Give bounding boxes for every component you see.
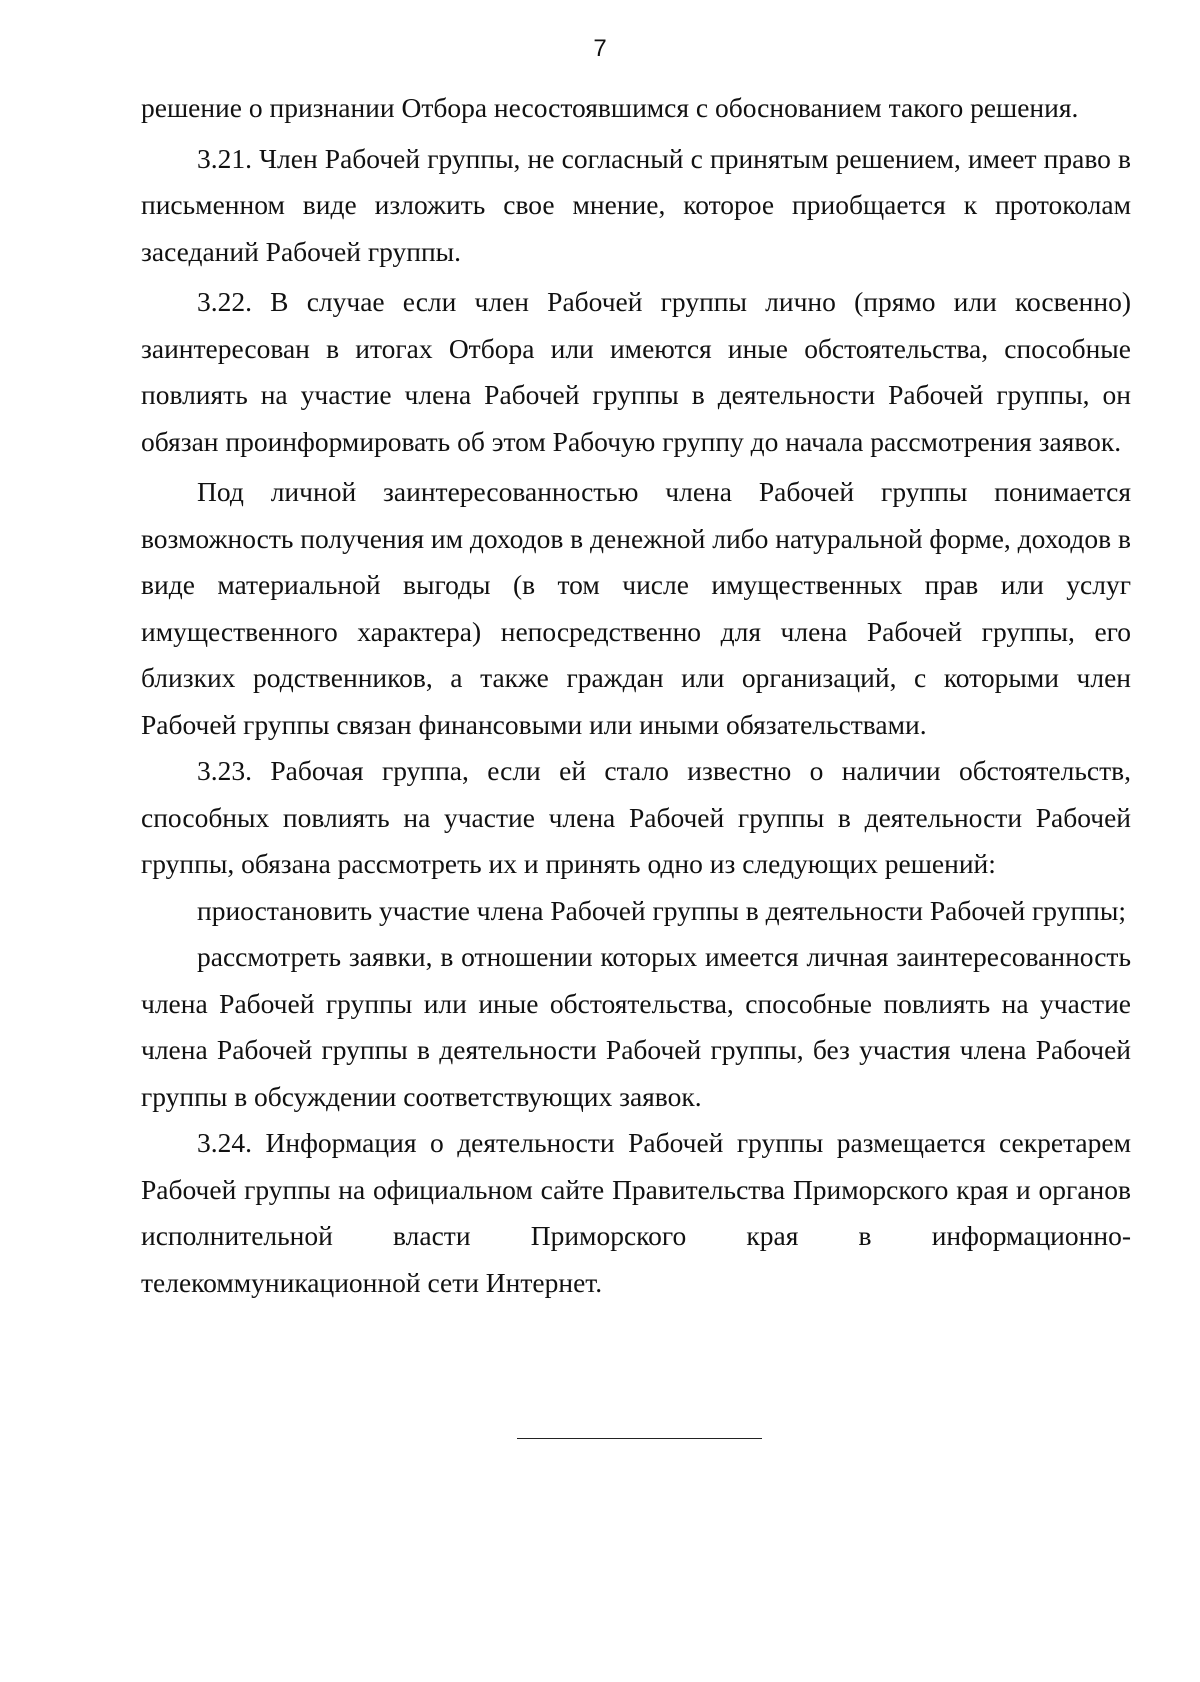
paragraph-suspend-option: приостановить участие члена Рабочей группы в деятельности Рабочей группы; bbox=[197, 894, 1126, 926]
paragraph-personal-interest: Под личной заинтересованностью члена Рабочей группы понимается возможность получения им доходов в денежной либо натуральной форме, доходов в виде материальной выгоды (в том числе имущественных прав или услуг имущественного характера) непосредственно для члена Рабочей группы, его близких родственников, а также граждан или организаций, с которыми член Рабочей группы связан финансовыми или иными обязательствами. bbox=[141, 476, 1131, 740]
paragraph-3-21: 3.21. Член Рабочей группы, не согласный с принятым решением, имеет право в письменном виде изложить свое мнение, которое приобщается к протоколам заседаний Рабочей группы. bbox=[141, 142, 1131, 267]
paragraph-continuation: решение о признании Отбора несостоявшимся с обоснованием такого решения. bbox=[141, 92, 1079, 123]
paragraph-3-22: 3.22. В случае если член Рабочей группы лично (прямо или косвенно) заинтересован в итогах Отбора или имеются иные обстоятельства, способные повлиять на участие члена Рабочей группы в деятельности Рабочей группы, он обязан проинформировать об этом Рабочую группу до начала рассмотрения заявок. bbox=[141, 286, 1131, 457]
document-body bbox=[141, 85, 1131, 1306]
end-of-document-line bbox=[517, 1438, 762, 1439]
paragraph-3-24: 3.24. Информация о деятельности Рабочей группы размещается секретарем Рабочей группы на официальном сайте Правительства Приморского края и органов исполнительной власти Приморского края в информационно-телекоммуникационной сети Интернет. bbox=[141, 1127, 1131, 1298]
paragraph-review-option: рассмотреть заявки, в отношении которых имеется личная заинтересованность члена Рабочей группы или иные обстоятельства, способные повлиять на участие члена Рабочей группы в деятельности Рабочей группы, без участия члена Рабочей группы в обсуждении соответствующих заявок. bbox=[141, 941, 1131, 1112]
page-number: 7 bbox=[593, 35, 607, 62]
paragraph-3-23: 3.23. Рабочая группа, если ей стало известно о наличии обстоятельств, способных повлиять на участие члена Рабочей группы в деятельности Рабочей группы, обязана рассмотреть их и принять одно из следующих решений: bbox=[141, 755, 1131, 879]
